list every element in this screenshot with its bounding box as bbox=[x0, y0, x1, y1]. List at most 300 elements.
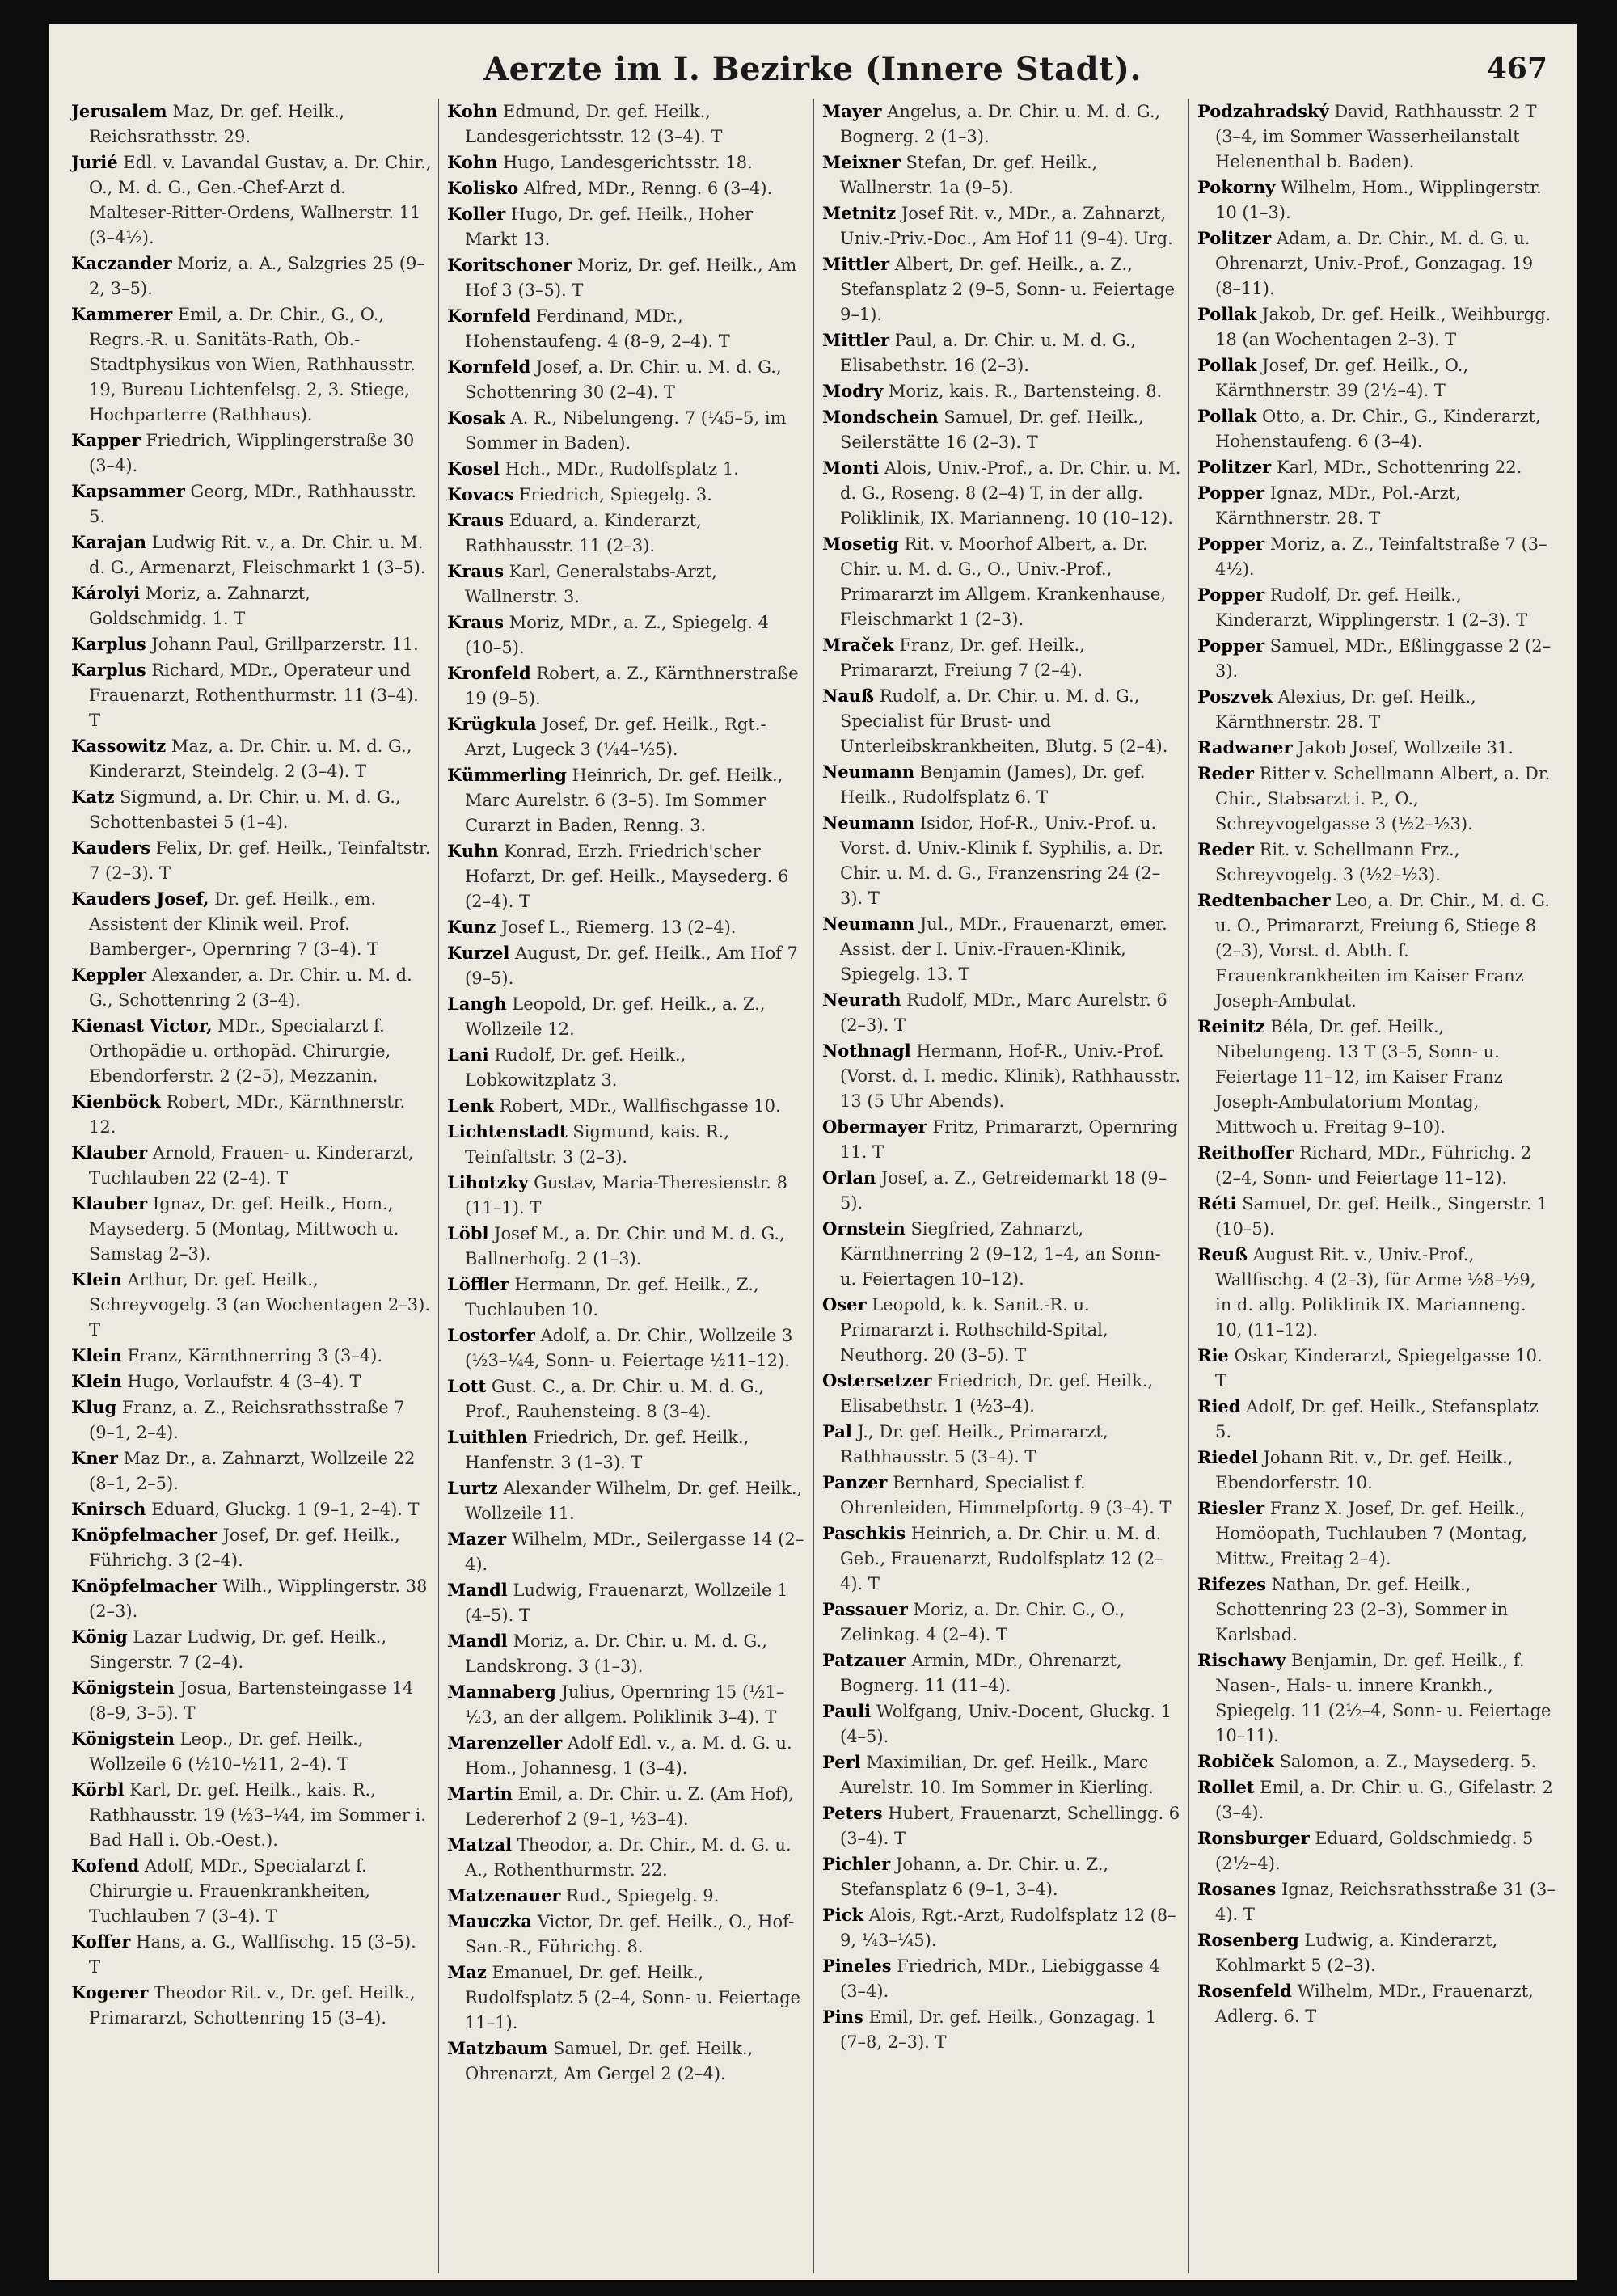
entry-name: Kogerer bbox=[71, 1982, 149, 2003]
entry-name: Mandl bbox=[447, 1631, 508, 1651]
entry-name: Riedel bbox=[1197, 1447, 1258, 1467]
entry-name: Mosetig bbox=[822, 534, 899, 554]
entry-details: Adam, a. Dr. Chir., M. d. G. u. Ohrenarzt, Univ.-Prof., Gonzagag. 19 (8–11). bbox=[1215, 229, 1534, 298]
entry-name: Rifezes bbox=[1197, 1574, 1266, 1594]
entry-details: Paul, a. Dr. Chir. u. M. d. G., Elisabethstr. 16 (2–3). bbox=[840, 331, 1137, 375]
entry-name: Mazer bbox=[447, 1529, 507, 1549]
entry-details: Emil, a. Dr. Chir. u. Z. (Am Hof), Ledererhof 2 (9–1, ½3–4). bbox=[465, 1784, 794, 1829]
directory-entry bbox=[1197, 837, 1557, 888]
directory-entry bbox=[71, 1980, 432, 2031]
directory-entry bbox=[1197, 1394, 1557, 1445]
directory-entry bbox=[71, 1496, 432, 1522]
column-2 bbox=[438, 99, 813, 2273]
entry-details: Theodor Rit. v., Dr. gef. Heilk., Primararzt, Schottenring 15 (3–4). bbox=[89, 1983, 416, 2028]
entry-details: Emanuel, Dr. gef. Heilk., Rudolfsplatz 5 (2–4, Sonn- u. Feiertage 11–1). bbox=[465, 1963, 800, 2032]
entry-name: Kapper bbox=[71, 430, 141, 450]
entry-name: Orlan bbox=[822, 1167, 876, 1188]
directory-entry bbox=[822, 150, 1182, 200]
directory-entry bbox=[822, 251, 1182, 327]
entry-details: Moriz, Dr. gef. Heilk., Am Hof 3 (3–5). T bbox=[465, 255, 797, 300]
directory-entry bbox=[71, 1726, 432, 1777]
entry-details: Moriz, kais. R., Bartensteing. 8. bbox=[888, 382, 1163, 401]
entry-name: Knirsch bbox=[71, 1499, 146, 1519]
entry-name: Kornfeld bbox=[447, 306, 531, 326]
entry-details: Friedrich, Dr. gef. Heilk., Elisabethstr. 1 (½3–4). bbox=[840, 1371, 1154, 1416]
entry-name: Marenzeller bbox=[447, 1733, 563, 1753]
entry-name: Mondschein bbox=[822, 407, 939, 427]
directory-entry bbox=[447, 1475, 807, 1526]
directory-entry bbox=[822, 1749, 1182, 1800]
directory-entry bbox=[1197, 1445, 1557, 1496]
entry-name: Klauber bbox=[71, 1193, 148, 1213]
entry-details: Stefan, Dr. gef. Heilk., Wallnerstr. 1a (9–5). bbox=[840, 153, 1098, 197]
entry-details: Ignaz, Reichsrathsstraße 31 (3–4). T bbox=[1215, 1880, 1556, 1924]
entry-details: Theodor, a. Dr. Chir., M. d. G. u. A., Rothenthurmstr. 22. bbox=[465, 1835, 792, 1880]
entry-details: Johann Rit. v., Dr. gef. Heilk., Ebendorferstr. 10. bbox=[1215, 1448, 1514, 1492]
entry-details: Dr. gef. Heilk., em. Assistent der Klinik weil. Prof. Bamberger-, Opernring 7 (3–4). T bbox=[89, 889, 379, 959]
directory-entry bbox=[822, 1597, 1182, 1648]
entry-name: Kapsammer bbox=[71, 481, 185, 501]
directory-entry bbox=[447, 99, 807, 150]
directory-entry bbox=[71, 1777, 432, 1853]
directory-entry bbox=[71, 1624, 432, 1675]
directory-entry bbox=[1197, 1343, 1557, 1394]
entry-details: Sigmund, a. Dr. Chir. u. M. d. G., Schottenbastei 5 (1–4). bbox=[89, 787, 401, 832]
entry-details: Karl, Generalstabs-Arzt, Wallnerstr. 3. bbox=[465, 562, 717, 606]
entry-name: Klein bbox=[71, 1345, 122, 1365]
entry-details: Georg, MDr., Rathhausstr. 5. bbox=[89, 482, 417, 526]
entry-details: Julius, Opernring 15 (½1–½3, an der allgem. Poliklinik 3–4). T bbox=[465, 1682, 785, 1727]
directory-entry bbox=[447, 991, 807, 1042]
entry-name: Oser bbox=[822, 1294, 867, 1315]
directory-entry bbox=[71, 1369, 432, 1395]
entry-details: Fritz, Primararzt, Opernring 11. T bbox=[840, 1117, 1178, 1162]
directory-entry bbox=[447, 914, 807, 940]
entry-name: Riesler bbox=[1197, 1498, 1265, 1518]
entry-details: J., Dr. gef. Heilk., Primararzt, Rathhausstr. 5 (3–4). T bbox=[840, 1422, 1108, 1467]
entry-name: Neumann bbox=[822, 762, 915, 782]
directory-entry bbox=[822, 1902, 1182, 1953]
directory-entry bbox=[822, 327, 1182, 378]
entry-name: Kauders Josef, bbox=[71, 888, 209, 909]
entry-name: Mayer bbox=[822, 101, 882, 121]
entry-name: Reinitz bbox=[1197, 1016, 1265, 1036]
entry-details: Benjamin, Dr. gef. Heilk., f. Nasen-, Hals- u. innere Krankh., Spiegelg. 11 (2½–4, Sonn- u. Feiertage 10–11). bbox=[1215, 1651, 1552, 1745]
entry-name: Karplus bbox=[71, 634, 146, 654]
entry-details: Josef, Dr. gef. Heilk., O., Kärnthnerstr. 39 (2½–4). T bbox=[1215, 356, 1469, 400]
entry-name: Kraus bbox=[447, 612, 505, 632]
directory-entry bbox=[1197, 633, 1557, 684]
entry-name: Lurtz bbox=[447, 1478, 498, 1498]
entry-name: Popper bbox=[1197, 585, 1265, 605]
entry-details: Alois, Rgt.-Arzt, Rudolfsplatz 12 (8–9, ¼3–¼5). bbox=[840, 1906, 1176, 1950]
entry-name: Kümmerling bbox=[447, 765, 567, 785]
entry-details: Alois, Univ.-Prof., a. Dr. Chir. u. M. d. G., Roseng. 8 (2–4) T, in der allg. Poliklinik, IX. Marianneng. 10 (10–12). bbox=[840, 458, 1181, 528]
directory-entry bbox=[447, 456, 807, 482]
directory-entry bbox=[447, 661, 807, 711]
entry-name: Klein bbox=[71, 1269, 122, 1289]
entry-details: Samuel, Dr. gef. Heilk., Seilerstätte 16 (2–3). T bbox=[840, 407, 1144, 452]
entry-details: Franz X. Josef, Dr. gef. Heilk., Homöopath, Tuchlauben 7 (Montag, Mittw., Freitag 2–4). bbox=[1215, 1499, 1528, 1568]
entry-name: Robiček bbox=[1197, 1751, 1274, 1771]
directory-entry bbox=[822, 455, 1182, 531]
directory-entry bbox=[1197, 175, 1557, 226]
entry-details: Hermann, Hof-R., Univ.-Prof. (Vorst. d. I. medic. Klinik), Rathhausstr. 13 (5 Uhr Abends). bbox=[840, 1041, 1181, 1111]
directory-entry bbox=[822, 1368, 1182, 1419]
entry-name: Koller bbox=[447, 204, 506, 224]
entry-name: Karajan bbox=[71, 532, 147, 552]
entry-name: Knöpfelmacher bbox=[71, 1576, 217, 1596]
entry-name: Passauer bbox=[822, 1599, 908, 1619]
directory-entry bbox=[71, 1675, 432, 1726]
entry-name: Rischawy bbox=[1197, 1650, 1286, 1670]
page-number: 467 bbox=[1486, 52, 1547, 86]
entry-columns bbox=[63, 99, 1564, 2273]
entry-name: Poszvek bbox=[1197, 686, 1273, 707]
directory-entry bbox=[447, 1883, 807, 1909]
directory-entry bbox=[822, 759, 1182, 810]
entry-details: Robert, MDr., Kärnthnerstr. 12. bbox=[89, 1092, 406, 1137]
directory-entry bbox=[822, 1114, 1182, 1165]
entry-name: Patzauer bbox=[822, 1650, 906, 1670]
entry-details: Wilhelm, MDr., Seilergasse 14 (2–4). bbox=[465, 1530, 804, 1574]
entry-details: Béla, Dr. gef. Heilk., Nibelungeng. 13 T (3–5, Sonn- u. Feiertage 11–12, im Kaiser Franz Joseph-Ambulatorium Montag, Mittwoch u. Freitag 9–10). bbox=[1215, 1017, 1503, 1137]
directory-entry bbox=[71, 99, 432, 150]
directory-entry bbox=[822, 1648, 1182, 1699]
entry-details: Sigmund, kais. R., Teinfaltstr. 3 (2–3). bbox=[465, 1122, 729, 1167]
entry-details: Franz, Dr. gef. Heilk., Primararzt, Freiung 7 (2–4). bbox=[840, 635, 1085, 680]
entry-details: Friedrich, MDr., Liebiggasse 4 (3–4). bbox=[840, 1956, 1160, 2001]
entry-details: Alexander, a. Dr. Chir. u. M. d. G., Schottenring 2 (3–4). bbox=[89, 965, 412, 1010]
directory-entry bbox=[1197, 1749, 1557, 1775]
entry-details: Adolf, MDr., Specialarzt f. Chirurgie u. Frauenkrankheiten, Tuchlauben 7 (3–4). T bbox=[89, 1856, 370, 1926]
entry-name: Pauli bbox=[822, 1701, 872, 1721]
entry-name: Krügkula bbox=[447, 714, 537, 734]
entry-details: Samuel, MDr., Eßlinggasse 2 (2–3). bbox=[1215, 636, 1552, 681]
entry-details: Maximilian, Dr. gef. Heilk., Marc Aurelstr. 10. Im Sommer in Kierling. bbox=[840, 1753, 1154, 1797]
directory-entry bbox=[1197, 582, 1557, 633]
entry-name: Pick bbox=[822, 1905, 864, 1925]
entry-details: August Rit. v., Univ.-Prof., Wallfischg. 4 (2–3), für Arme ½8–½9, in d. allg. Poliklinik IX. Marianneng. 10, (11–12). bbox=[1215, 1245, 1536, 1340]
page-header bbox=[49, 36, 1577, 100]
entry-name: Politzer bbox=[1197, 228, 1272, 248]
entry-name: Rie bbox=[1197, 1345, 1229, 1365]
entry-name: Klug bbox=[71, 1397, 117, 1417]
entry-name: Meixner bbox=[822, 152, 901, 172]
entry-name: Redtenbacher bbox=[1197, 890, 1331, 910]
entry-details: Ignaz, Dr. gef. Heilk., Hom., Maysederg. 5 (Montag, Mittwoch u. Samstag 2–3). bbox=[89, 1194, 399, 1264]
entry-name: Kofend bbox=[71, 1855, 140, 1876]
entry-name: Kammerer bbox=[71, 304, 173, 324]
entry-name: Knöpfelmacher bbox=[71, 1525, 217, 1545]
entry-name: Ried bbox=[1197, 1396, 1241, 1416]
directory-entry bbox=[1197, 1014, 1557, 1140]
entry-details: Richard, MDr., Operateur und Frauenarzt, Rothenthurmstr. 11 (3–4). T bbox=[89, 661, 419, 730]
column-1 bbox=[63, 99, 438, 2273]
directory-entry bbox=[822, 1699, 1182, 1749]
directory-entry bbox=[447, 1832, 807, 1883]
entry-name: Neurath bbox=[822, 990, 901, 1010]
entry-details: Heinrich, Dr. gef. Heilk., Marc Aurelstr. 6 (3–5). Im Sommer Curarzt in Baden, Renng. 3. bbox=[465, 766, 783, 835]
directory-entry bbox=[71, 251, 432, 302]
directory-entry bbox=[1197, 531, 1557, 582]
entry-name: Pollak bbox=[1197, 304, 1257, 324]
entry-name: König bbox=[71, 1627, 128, 1647]
entry-details: Friedrich, Spiegelg. 3. bbox=[518, 485, 712, 504]
entry-name: Kraus bbox=[447, 510, 505, 530]
directory-entry bbox=[822, 378, 1182, 404]
directory-entry bbox=[447, 2036, 807, 2087]
directory-entry bbox=[822, 404, 1182, 455]
entry-name: Metnitz bbox=[822, 203, 897, 223]
directory-entry bbox=[822, 987, 1182, 1038]
entry-name: Jerusalem bbox=[71, 101, 167, 121]
entry-details: Samuel, Dr. gef. Heilk., Ohrenarzt, Am Gergel 2 (2–4). bbox=[465, 2039, 754, 2083]
entry-name: Kuhn bbox=[447, 841, 499, 861]
entry-details: Felix, Dr. gef. Heilk., Teinfaltstr. 7 (2–3). T bbox=[89, 838, 431, 883]
entry-details: Otto, a. Dr. Chir., G., Kinderarzt, Hohenstaufeng. 6 (3–4). bbox=[1215, 407, 1541, 451]
entry-details: Josef, Dr. gef. Heilk., Führichg. 3 (2–4). bbox=[89, 1526, 400, 1570]
directory-entry bbox=[822, 1292, 1182, 1368]
entry-details: Moriz, a. A., Salzgries 25 (9–2, 3–5). bbox=[89, 254, 425, 298]
entry-name: Podzahradský bbox=[1197, 101, 1329, 121]
entry-name: Pichler bbox=[822, 1854, 891, 1874]
entry-details: Jul., MDr., Frauenarzt, emer. Assist. der I. Univ.-Frauen-Klinik, Spiegelg. 13. T bbox=[840, 914, 1167, 984]
entry-name: Lani bbox=[447, 1045, 489, 1065]
entry-details: Rudolf, MDr., Marc Aurelstr. 6 (2–3). T bbox=[840, 990, 1167, 1035]
entry-details: Wolfgang, Univ.-Docent, Gluckg. 1 (4–5). bbox=[840, 1702, 1172, 1746]
entry-name: Kosel bbox=[447, 458, 500, 479]
entry-name: Lostorfer bbox=[447, 1325, 535, 1345]
directory-entry bbox=[447, 1323, 807, 1374]
entry-name: Martin bbox=[447, 1783, 513, 1804]
directory-entry bbox=[822, 1521, 1182, 1597]
entry-details: Victor, Dr. gef. Heilk., O., Hof-San.-R., Führichg. 8. bbox=[465, 1912, 795, 1956]
entry-details: Bernhard, Specialist f. Ohrenleiden, Himmelpfortg. 9 (3–4). T bbox=[840, 1473, 1172, 1517]
entry-details: Wilhelm, MDr., Frauenarzt, Adlerg. 6. T bbox=[1215, 1982, 1534, 2026]
directory-entry bbox=[1197, 1927, 1557, 1978]
entry-details: Josef L., Riemerg. 13 (2–4). bbox=[500, 918, 737, 937]
entry-details: Ludwig, a. Kinderarzt, Kohlmarkt 5 (2–3). bbox=[1215, 1931, 1498, 1975]
entry-details: Ritter v. Schellmann Albert, a. Dr. Chir., Stabsarzt i. P., O., Schreyvogelgasse 3 (½2–½3). bbox=[1215, 764, 1551, 834]
entry-name: Neumann bbox=[822, 914, 915, 934]
directory-entry bbox=[1197, 1496, 1557, 1572]
directory-entry bbox=[447, 1628, 807, 1679]
entry-details: Oskar, Kinderarzt, Spiegelgasse 10. T bbox=[1215, 1346, 1543, 1391]
directory-entry bbox=[447, 1679, 807, 1730]
directory-entry bbox=[822, 632, 1182, 683]
directory-entry bbox=[447, 1272, 807, 1323]
directory-entry bbox=[71, 835, 432, 886]
entry-name: Koritschoner bbox=[447, 255, 572, 275]
directory-entry bbox=[822, 2004, 1182, 2055]
directory-entry bbox=[822, 1470, 1182, 1521]
entry-details: Josua, Bartensteingasse 14 (8–9, 3–5). T bbox=[89, 1678, 414, 1723]
entry-name: Kurzel bbox=[447, 943, 510, 963]
entry-name: Peters bbox=[822, 1803, 883, 1823]
directory-entry bbox=[822, 810, 1182, 911]
directory-entry bbox=[71, 1267, 432, 1343]
entry-details: Rudolf, Dr. gef. Heilk., Kinderarzt, Wipplingerstr. 1 (2–3). T bbox=[1215, 585, 1528, 630]
entry-details: Angelus, a. Dr. Chir. u. M. d. G., Bognerg. 2 (1–3). bbox=[840, 102, 1161, 146]
directory-entry bbox=[822, 99, 1182, 150]
entry-name: Reder bbox=[1197, 839, 1254, 859]
directory-entry bbox=[71, 530, 432, 580]
entry-name: Pokorny bbox=[1197, 177, 1276, 197]
entry-name: Pineles bbox=[822, 1956, 892, 1976]
entry-details: Johann Paul, Grillparzerstr. 11. bbox=[151, 635, 419, 654]
entry-details: August, Dr. gef. Heilk., Am Hof 7 (9–5). bbox=[465, 943, 798, 988]
directory-entry bbox=[447, 1093, 807, 1119]
entry-details: Samuel, Dr. gef. Heilk., Singerstr. 1 (10–5). bbox=[1215, 1194, 1548, 1239]
entry-name: Kienböck bbox=[71, 1091, 161, 1112]
entry-name: Paschkis bbox=[822, 1523, 906, 1543]
directory-entry bbox=[71, 479, 432, 530]
entry-details: Franz, Kärnthnerring 3 (3–4). bbox=[127, 1346, 383, 1365]
directory-entry bbox=[71, 962, 432, 1013]
directory-entry bbox=[1197, 888, 1557, 1014]
entry-name: Klein bbox=[71, 1371, 122, 1391]
directory-entry bbox=[71, 1140, 432, 1191]
entry-details: Eduard, a. Kinderarzt, Rathhausstr. 11 (2–3). bbox=[465, 511, 702, 555]
entry-details: Karl, MDr., Schottenring 22. bbox=[1276, 458, 1522, 477]
directory-page bbox=[49, 24, 1577, 2280]
entry-name: Jurié bbox=[71, 152, 118, 172]
entry-details: Leopold, Dr. gef. Heilk., a. Z., Wollzeile 12. bbox=[465, 994, 766, 1039]
entry-details: Hugo, Dr. gef. Heilk., Hoher Markt 13. bbox=[465, 205, 754, 249]
entry-name: Matzbaum bbox=[447, 2038, 548, 2058]
entry-name: Löbl bbox=[447, 1223, 489, 1243]
entry-details: Moriz, a. Dr. Chir. u. M. d. G., Landskrong. 3 (1–3). bbox=[465, 1631, 767, 1676]
entry-details: Albert, Dr. gef. Heilk., a. Z., Stefansplatz 2 (9–5, Sonn- u. Feiertage 9–1). bbox=[840, 255, 1176, 324]
directory-entry bbox=[447, 303, 807, 354]
directory-entry bbox=[447, 559, 807, 610]
directory-entry bbox=[71, 1343, 432, 1369]
entry-details: MDr., Specialarzt f. Orthopädie u. orthopäd. Chirurgie, Ebendorferstr. 2 (2–5), Mezzanin. bbox=[89, 1016, 391, 1086]
entry-name: Mannaberg bbox=[447, 1682, 556, 1702]
entry-name: Popper bbox=[1197, 534, 1265, 554]
entry-details: Ferdinand, MDr., Hohenstaufeng. 4 (8–9, 2–4). T bbox=[465, 306, 730, 351]
directory-entry bbox=[1197, 735, 1557, 761]
entry-details: Salomon, a. Z., Maysederg. 5. bbox=[1279, 1752, 1537, 1771]
directory-entry bbox=[1197, 1978, 1557, 2029]
entry-name: Klauber bbox=[71, 1142, 148, 1163]
entry-name: Mraček bbox=[822, 635, 894, 655]
entry-details: Friedrich, Wipplingerstraße 30 (3–4). bbox=[89, 431, 415, 475]
directory-entry bbox=[1197, 454, 1557, 480]
entry-name: Koffer bbox=[71, 1931, 131, 1952]
directory-entry bbox=[71, 580, 432, 631]
entry-details: Josef, Dr. gef. Heilk., Rgt.-Arzt, Lugeck 3 (¼4–½5). bbox=[465, 715, 766, 759]
entry-name: Mauczka bbox=[447, 1911, 532, 1931]
entry-details: Emil, Dr. gef. Heilk., Gonzagag. 1 (7–8, 2–3). T bbox=[840, 2007, 1157, 2052]
directory-entry bbox=[71, 1446, 432, 1496]
entry-name: Rosenberg bbox=[1197, 1930, 1299, 1950]
entry-name: Modry bbox=[822, 381, 884, 401]
entry-name: Nothnagl bbox=[822, 1040, 911, 1061]
entry-details: Franz, a. Z., Reichsrathsstraße 7 (9–1, 2–4). bbox=[89, 1398, 405, 1442]
entry-details: Rit. v. Moorhof Albert, a. Dr. Chir. u. M. d. G., O., Univ.-Prof., Primararzt im Allgem. Krankenhause, Fleischmarkt 1 (2–3). bbox=[840, 534, 1167, 629]
directory-entry bbox=[822, 1038, 1182, 1114]
directory-entry bbox=[71, 1573, 432, 1624]
entry-details: Emil, a. Dr. Chir., G., O., Regrs.-R. u. Sanitäts-Rath, Ob.-Stadtphysikus von Wien, Rathhausstr. 19, Bureau Lichtenfelsg. 2, 3. Stiege, Hochparterre (Rathhaus). bbox=[89, 305, 416, 424]
entry-name: Kaczander bbox=[71, 253, 172, 273]
entry-name: Kornfeld bbox=[447, 357, 531, 377]
entry-name: Mittler bbox=[822, 254, 890, 274]
entry-details: Robert, a. Z., Kärnthnerstraße 19 (9–5). bbox=[465, 664, 799, 708]
column-4 bbox=[1188, 99, 1564, 2273]
entry-name: Politzer bbox=[1197, 457, 1272, 477]
directory-entry bbox=[71, 1522, 432, 1573]
directory-entry bbox=[447, 1221, 807, 1272]
entry-details: Hermann, Dr. gef. Heilk., Z., Tuchlauben 10. bbox=[465, 1275, 759, 1319]
entry-details: David, Rathhausstr. 2 T (3–4, im Sommer Wasserheilanstalt Helenenthal b. Baden). bbox=[1215, 102, 1537, 171]
entry-details: Heinrich, a. Dr. Chir. u. M. d. Geb., Frauenarzt, Rudolfsplatz 12 (2–4). T bbox=[840, 1524, 1163, 1593]
entry-details: Maz, a. Dr. Chir. u. M. d. G., Kinderarzt, Steindelg. 2 (3–4). T bbox=[89, 736, 412, 781]
directory-entry bbox=[447, 1909, 807, 1960]
directory-entry bbox=[822, 200, 1182, 251]
entry-name: Kraus bbox=[447, 561, 505, 581]
directory-entry bbox=[1197, 1648, 1557, 1749]
directory-entry bbox=[1197, 226, 1557, 302]
directory-entry bbox=[71, 1089, 432, 1140]
directory-entry bbox=[447, 252, 807, 303]
entry-name: Mittler bbox=[822, 330, 890, 350]
entry-name: Karplus bbox=[71, 660, 146, 680]
entry-details: Hubert, Frauenarzt, Schellingg. 6 (3–4). T bbox=[840, 1804, 1180, 1848]
directory-entry bbox=[1197, 684, 1557, 735]
entry-name: Kronfeld bbox=[447, 663, 531, 683]
directory-entry bbox=[71, 302, 432, 428]
entry-name: Königstein bbox=[71, 1728, 175, 1749]
directory-entry bbox=[447, 1781, 807, 1832]
entry-details: Richard, MDr., Führichg. 2 (2–4, Sonn- und Feiertage 11–12). bbox=[1215, 1143, 1532, 1188]
entry-details: Wilhelm, Hom., Wipplingerstr. 10 (1–3). bbox=[1215, 178, 1542, 222]
directory-entry bbox=[1197, 761, 1557, 837]
entry-name: Ronsburger bbox=[1197, 1828, 1310, 1848]
directory-entry bbox=[447, 1730, 807, 1781]
entry-name: Ornstein bbox=[822, 1218, 906, 1239]
directory-entry bbox=[1197, 352, 1557, 403]
directory-entry bbox=[71, 1853, 432, 1929]
directory-entry bbox=[447, 354, 807, 405]
directory-entry bbox=[1197, 1191, 1557, 1242]
entry-name: Neumann bbox=[822, 812, 915, 833]
entry-details: Alfred, MDr., Renng. 6 (3–4). bbox=[523, 179, 773, 198]
entry-name: Maz bbox=[447, 1962, 487, 1982]
entry-name: Radwaner bbox=[1197, 737, 1293, 758]
entry-name: Kassowitz bbox=[71, 736, 167, 756]
directory-entry bbox=[447, 610, 807, 661]
entry-name: Reder bbox=[1197, 763, 1254, 783]
entry-details: Edmund, Dr. gef. Heilk., Landesgerichtsstr. 12 (3–4). T bbox=[465, 102, 723, 146]
entry-name: Luithlen bbox=[447, 1427, 528, 1447]
directory-entry bbox=[822, 1800, 1182, 1851]
directory-entry bbox=[1197, 1242, 1557, 1343]
directory-entry bbox=[447, 711, 807, 762]
entry-name: Reuß bbox=[1197, 1244, 1248, 1264]
directory-entry bbox=[71, 733, 432, 784]
entry-details: Ludwig, Frauenarzt, Wollzeile 1 (4–5). T bbox=[465, 1581, 788, 1625]
entry-details: Alexander Wilhelm, Dr. gef. Heilk., Wollzeile 11. bbox=[465, 1479, 803, 1523]
directory-entry bbox=[1197, 480, 1557, 531]
entry-details: Arnold, Frauen- u. Kinderarzt, Tuchlauben 22 (2–4). T bbox=[89, 1143, 414, 1188]
entry-details: Rudolf, a. Dr. Chir. u. M. d. G., Specialist für Brust- und Unterleibskrankheiten, Blutg. 5 (2–4). bbox=[840, 686, 1168, 756]
directory-entry bbox=[822, 683, 1182, 759]
entry-details: Emil, a. Dr. Chir. u. G., Gifelastr. 2 (3–4). bbox=[1215, 1778, 1553, 1822]
entry-name: Löffler bbox=[447, 1274, 509, 1294]
entry-name: Lenk bbox=[447, 1095, 494, 1116]
